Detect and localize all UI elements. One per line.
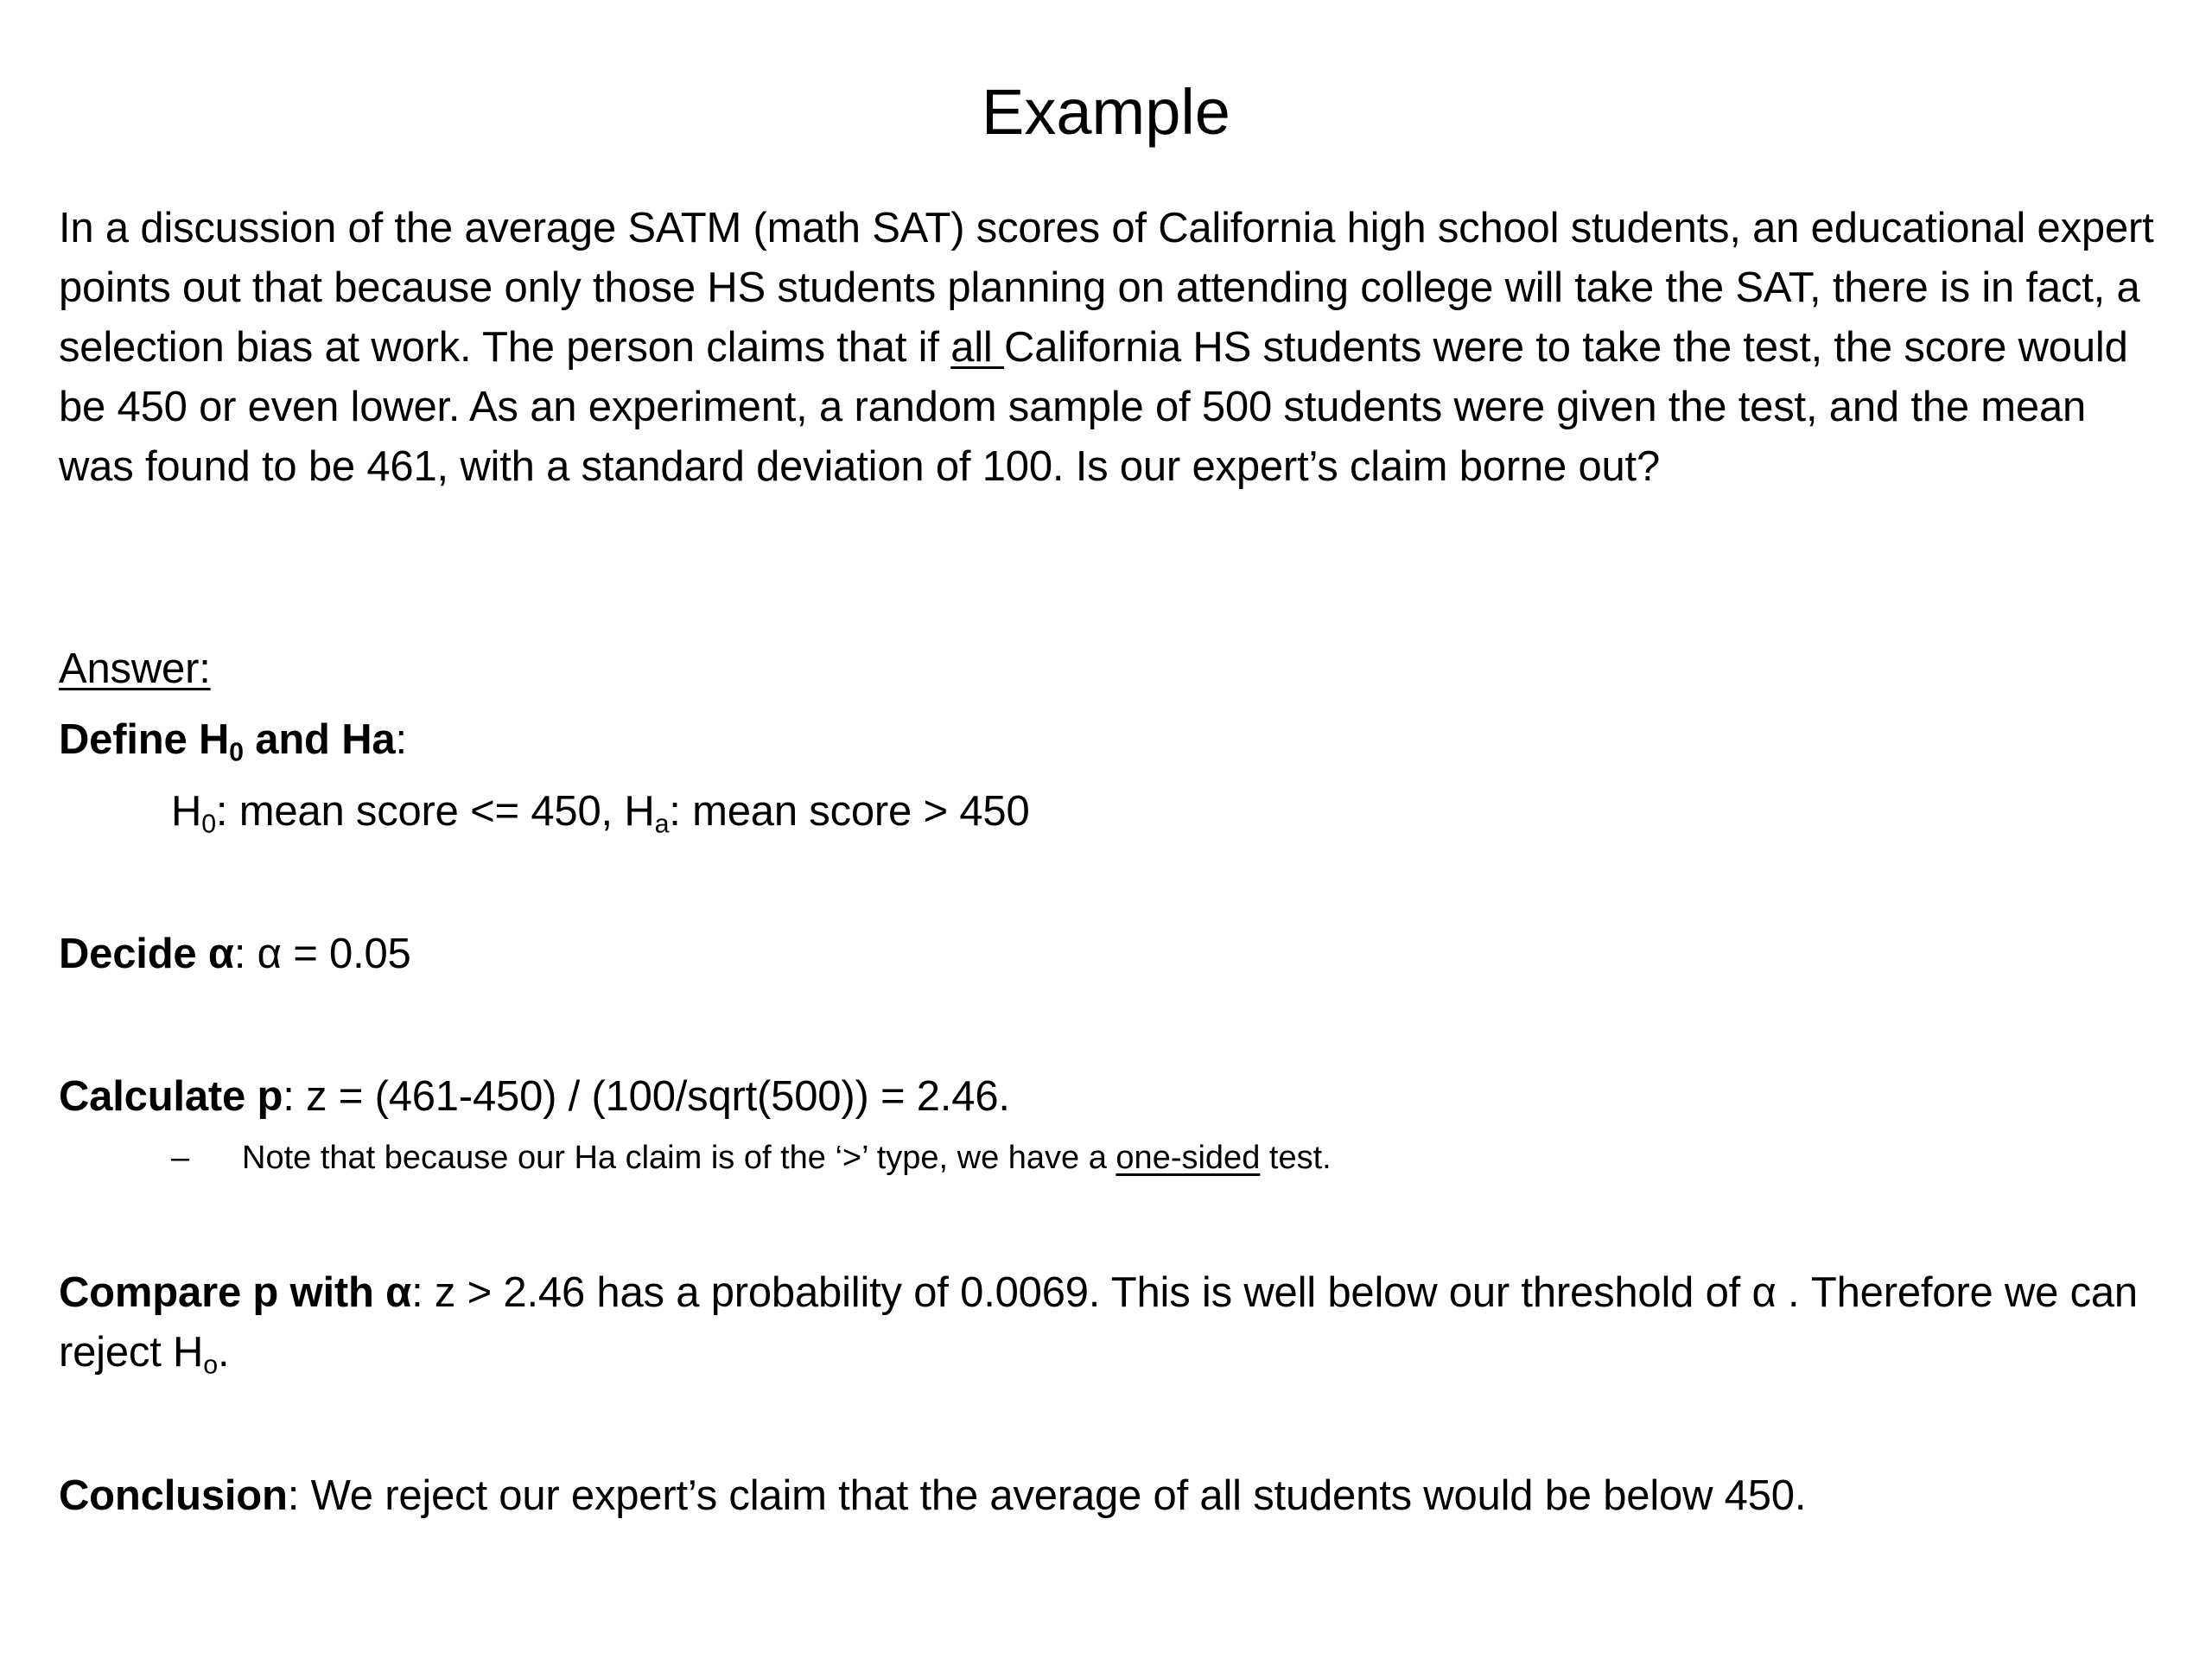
decide-label: Decide α bbox=[59, 931, 234, 977]
compare-end: . bbox=[217, 1329, 230, 1376]
alt-hypothesis-symbol: H bbox=[624, 788, 655, 835]
note-text-start: Note that because our Ha claim is of the ‘>’ type, we have a bbox=[242, 1140, 1116, 1176]
problem-text-start: In a discussion of the average SATM (math SAT) scores of California high school students, an educational expert points out that because only those HS students planning on attending college will take the SAT, there is in fact, a selection bias at work. The person claims that if bbox=[59, 205, 2154, 371]
calculate-label: Calculate p bbox=[59, 1073, 283, 1120]
note-text-end: test. bbox=[1260, 1140, 1332, 1176]
compare-label: Compare p with α bbox=[59, 1269, 412, 1316]
problem-text-end: California HS students were to take the test, the score would be 450 or even lower. As an experiment, a random sample of 500 students were given the test, and the mean was found to be 461, with a standard deviation of 100. Is our expert’s claim borne out? bbox=[59, 324, 2128, 490]
compare-subscript: o bbox=[203, 1350, 218, 1380]
one-sided-note bbox=[171, 1134, 1332, 1182]
define-colon: : bbox=[395, 716, 407, 763]
define-label-prefix: Define H bbox=[59, 716, 230, 763]
calculate-text: : z = (461-450) / (100/sqrt(500)) = 2.46. bbox=[283, 1073, 1010, 1120]
define-label bbox=[59, 716, 396, 767]
null-hypothesis-symbol: H bbox=[171, 788, 202, 835]
compare-text: : z > 2.46 has a probability of 0.0069. This is well below our threshold of α . Therefore we can reject H bbox=[59, 1269, 2138, 1376]
define-step bbox=[59, 710, 2167, 770]
calculate-step bbox=[59, 1067, 2167, 1127]
answer-label: Answer: bbox=[59, 645, 211, 692]
null-hypothesis-subscript: 0 bbox=[201, 809, 216, 839]
decide-step bbox=[59, 925, 2167, 984]
note-dash: – bbox=[171, 1140, 190, 1176]
alt-hypothesis-text: : mean score > 450 bbox=[669, 788, 1030, 835]
note-underlined: one-sided bbox=[1116, 1140, 1261, 1176]
underlined-all: all bbox=[950, 324, 1005, 371]
conclusion-step bbox=[59, 1466, 2167, 1526]
define-label-suffix: and Ha bbox=[243, 716, 396, 763]
alt-hypothesis-subscript: a bbox=[654, 809, 670, 839]
conclusion-label: Conclusion bbox=[59, 1472, 288, 1519]
conclusion-text: : We reject our expert’s claim that the average of all students would be below 450. bbox=[287, 1472, 1807, 1519]
answer-heading bbox=[59, 639, 2167, 699]
slide-title: Example bbox=[982, 76, 1230, 148]
hypotheses-line bbox=[171, 782, 2212, 842]
null-hypothesis-text: : mean score <= 450, bbox=[215, 788, 625, 835]
define-label-subscript: 0 bbox=[229, 737, 244, 767]
compare-step bbox=[59, 1263, 2167, 1382]
problem-statement bbox=[59, 199, 2167, 497]
decide-text: : α = 0.05 bbox=[233, 931, 411, 977]
